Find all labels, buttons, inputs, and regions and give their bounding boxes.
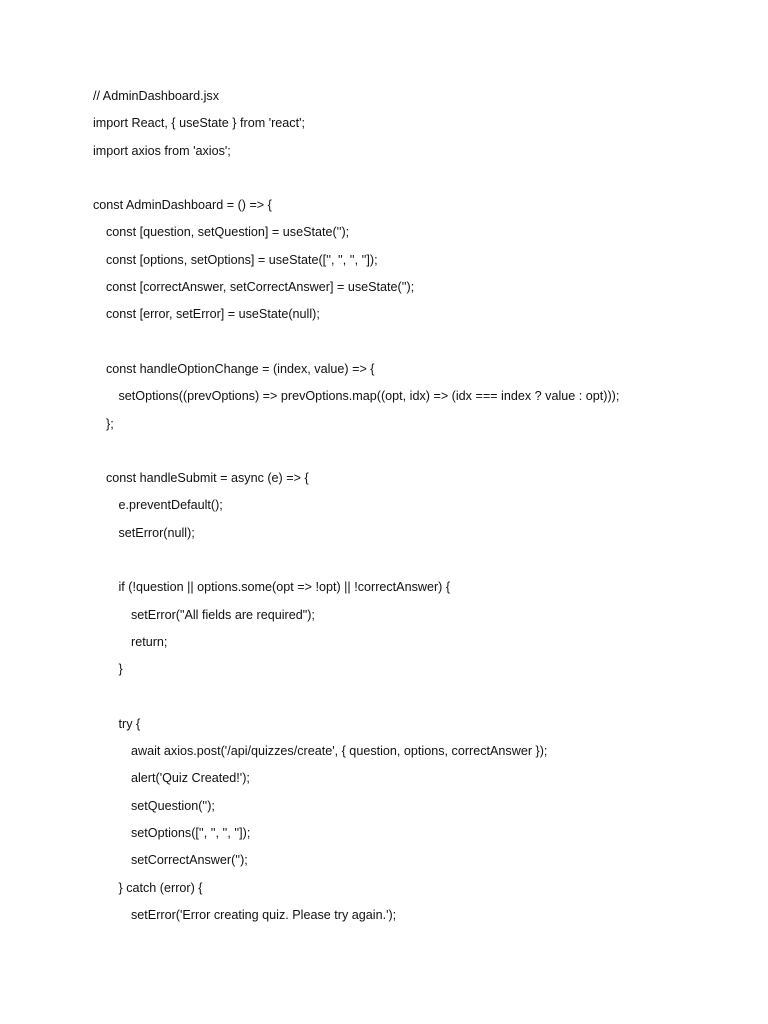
- code-line: setQuestion('');: [131, 798, 215, 813]
- code-line: } catch (error) {: [118, 880, 203, 895]
- code-line: alert('Quiz Created!');: [131, 771, 250, 786]
- code-line: setError(null);: [118, 525, 195, 540]
- blank-line: [93, 168, 753, 195]
- code-line: try {: [118, 716, 141, 731]
- blank-line: [93, 550, 753, 577]
- blank-line: [93, 687, 753, 714]
- code-listing: [93, 86, 753, 932]
- code-line: // AdminDashboard.jsx: [93, 89, 219, 103]
- code-line: setOptions((prevOptions) => prevOptions.map((opt, idx) => (idx === index ? value : opt)));: [118, 389, 620, 404]
- code-line: import React, { useState } from 'react';: [93, 116, 305, 131]
- code-line: setError('Error creating quiz. Please try again.');: [131, 907, 397, 922]
- code-line: setError("All fields are required");: [131, 607, 315, 622]
- code-line: const handleSubmit = async (e) => {: [106, 471, 309, 486]
- code-line: const [options, setOptions] = useState(['', '', '', '']);: [106, 252, 378, 267]
- code-line: if (!question || options.some(opt => !opt) || !correctAnswer) {: [118, 580, 451, 595]
- code-line: setOptions(['', '', '', '']);: [131, 826, 251, 841]
- blank-line: [93, 332, 753, 359]
- code-line: const [correctAnswer, setCorrectAnswer] = useState('');: [106, 280, 415, 295]
- blank-line: [93, 441, 753, 468]
- code-line: const handleOptionChange = (index, value) => {: [106, 361, 375, 376]
- code-line: const AdminDashboard = () => {: [93, 198, 272, 213]
- code-line: e.preventDefault();: [118, 498, 223, 513]
- code-line: const [question, setQuestion] = useState('');: [106, 225, 350, 240]
- code-line: };: [106, 416, 114, 431]
- code-line: return;: [131, 634, 168, 649]
- code-line: const [error, setError] = useState(null);: [106, 307, 320, 322]
- code-line: }: [118, 662, 123, 677]
- code-line: import axios from 'axios';: [93, 143, 231, 158]
- code-line: setCorrectAnswer('');: [131, 853, 248, 868]
- code-line: await axios.post('/api/quizzes/create', { question, options, correctAnswer });: [131, 744, 548, 759]
